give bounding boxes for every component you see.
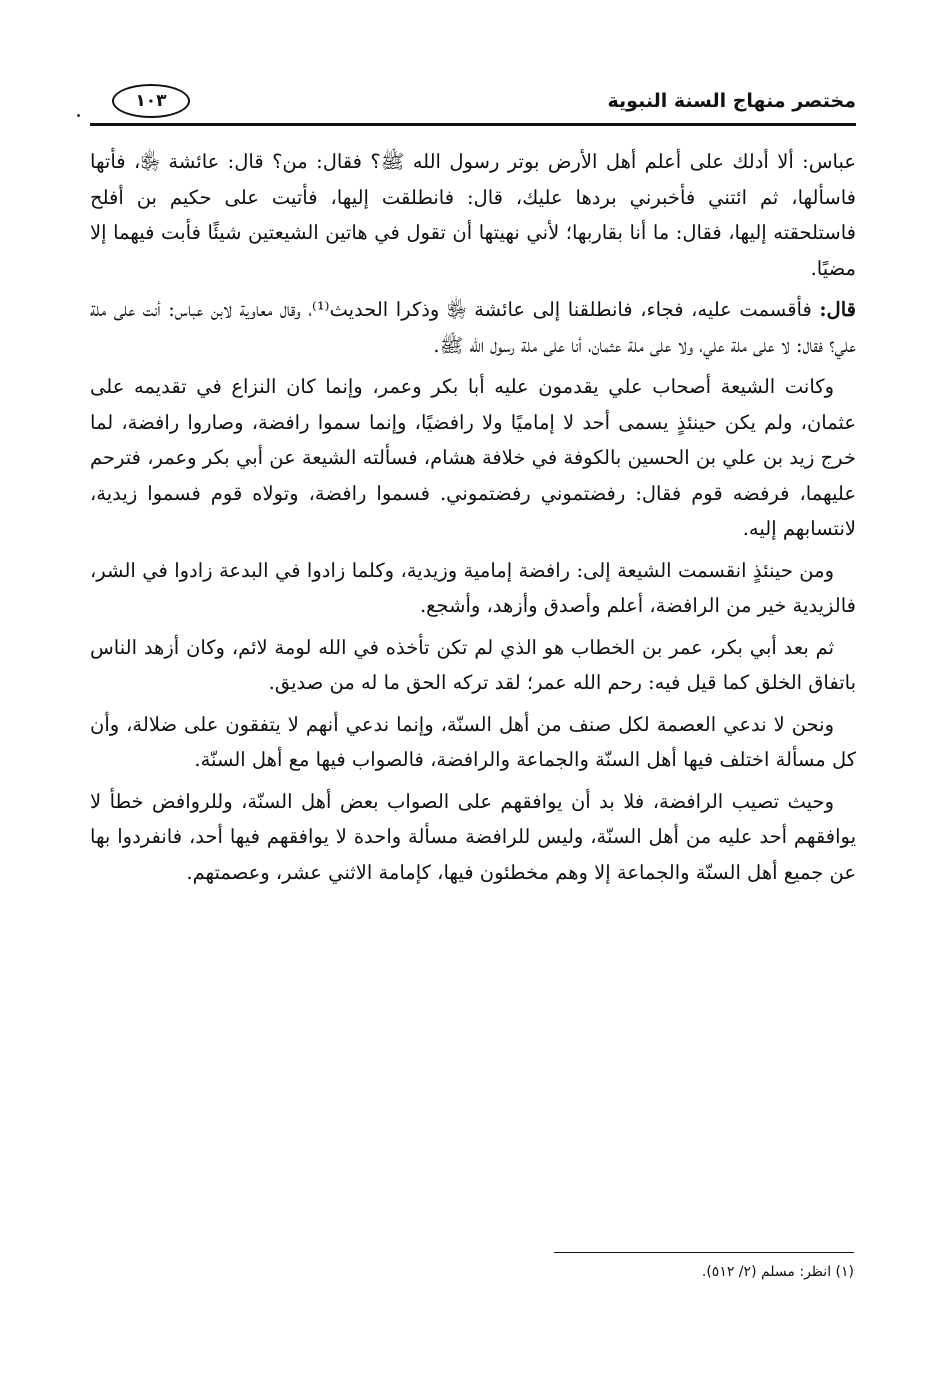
paragraph-7-text: وحيث تصيب الرافضة، فلا بد أن يوافقهم على الصواب بعض أهل السنّة، وللروافض خطأ لا يوافقهم أحد عليه من أهل السنّة، وليس للرافضة مسألة واحدة لا يوافقهم فيها أحد، فانفردوا بها عن جميع أهل السنّة والجماعة إلا وهم مخطئون فيها، كإمامة الاثني عشر، وعصمتهم. [90,789,856,884]
footnote-rule [554,1252,854,1253]
paragraph-1-text: عباس: ألا أدلك على أعلم أهل الأرض بوتر رسول الله ﷺ؟ فقال: من؟ قال: عائشة ﵂، فأتها فاسألها، ثم ائتني فأخبرني بردها عليك، قال: فانطلقت إليها، فأتيت على حكيم بن أفلح فاستلحقته إليها، فقال: ما أنا بقاربها؛ لأني نهيتها أن تقول في هاتين الشيعتين شيئًا فأبت فيهما إلا مضيًا. [90,150,856,280]
main-text [90,144,856,896]
paragraph-5 [90,630,856,701]
paragraph-2 [90,292,856,363]
page-header [90,82,856,126]
page-number: ١٠٣ [112,84,190,118]
paragraph-3-text: وكانت الشيعة أصحاب علي يقدمون عليه أبا بكر وعمر، وإنما كان النزاع في تقديمه على عثمان، ولم يكن حينئذٍ يسمى أحد لا إماميًا ولا رافضيًا، وإنما سموا رافضة، وصاروا رافضة، لما خرج زيد بن علي بن الحسين بالكوفة في خلافة هشام، فسألته الشيعة عن أبي بكر وعمر، فترحم عليهما، فرفضه قوم فقال: رفضتموني رفضتموني. فسموا رافضة، وتولاه قوم فسموا زيدية، لانتسابهم إليه. [90,375,856,540]
paragraph-2-label: قال: [819,298,856,321]
paragraph-4-text: ومن حينئذٍ انقسمت الشيعة إلى: رافضة إمامية وزيدية، وكلما زادوا في البدعة زادوا في الشر، فالزيدية خير من الرافضة، أعلم وأصدق وأزهد، وأشجع. [90,558,856,617]
footnote: (١) انظر: مسلم (٢/ ٥١٢). [701,1264,854,1280]
paragraph-6-text: ونحن لا ندعي العصمة لكل صنف من أهل السنّة، وإنما ندعي أنهم لا يتفقون على ضلالة، وأن كل مسألة اختلف فيها أهل السنّة والجماعة والرافضة، فالصواب فيها مع أهل السنّة. [90,712,856,771]
book-title: مختصر منهاج السنة النبوية [607,90,856,112]
header-rule [90,123,856,126]
paragraph-1 [90,144,856,286]
paragraph-3 [90,369,856,547]
paragraph-6 [90,707,856,778]
paragraph-5-text: ثم بعد أبي بكر، عمر بن الخطاب هو الذي لم تكن تأخذه في الله لومة لائم، وكان أزهد الناس باتفاق الخلق كما قيل فيه: رحم الله عمر؛ لقد تركه الحق ما له من صديق. [90,635,856,694]
paragraph-4 [90,553,856,624]
paragraph-2-text: فأقسمت عليه، فجاء، فانطلقنا إلى عائشة ﵂ وذكرا الحديث⁽¹⁾، وقال معاوية لابن عباس: أنت على ملة علي؟ فقال: لا على ملة علي، ولا على ملة عثمان، أنا على ملة رسول الله ﷺ. [90,298,856,357]
paragraph-7 [90,784,856,891]
page-speck [77,114,80,117]
